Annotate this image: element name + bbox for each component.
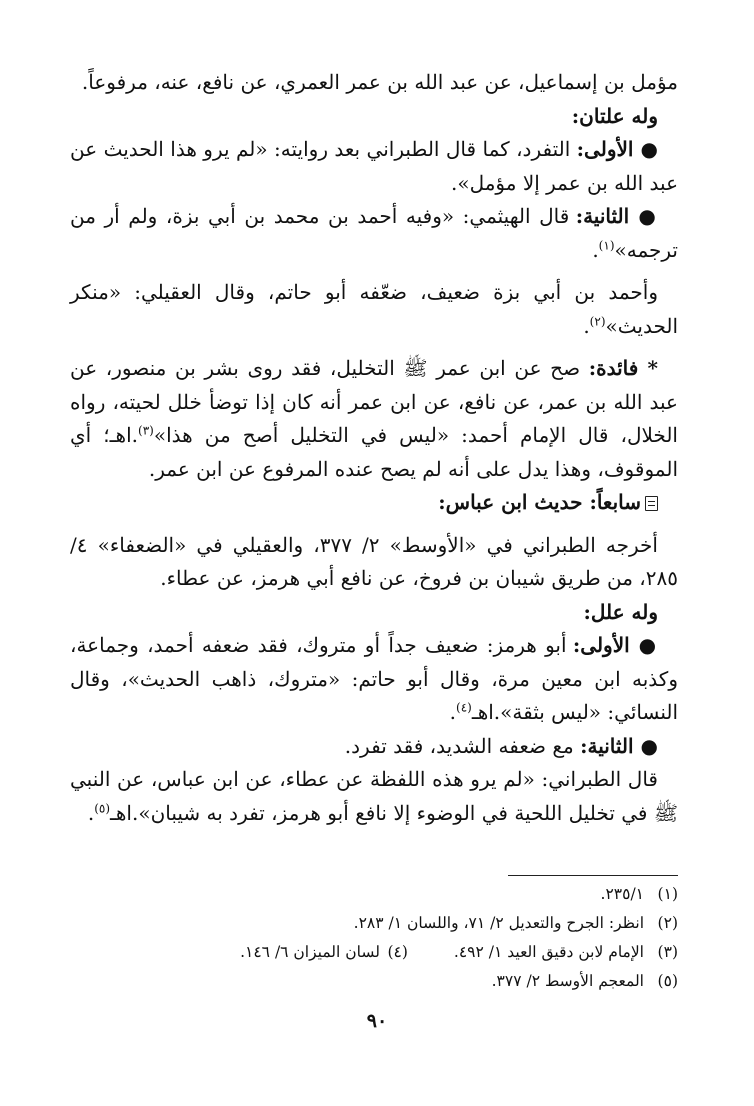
item-label: * فائدة: bbox=[588, 356, 658, 380]
paragraph-tabarani-quote bbox=[70, 763, 678, 830]
paragraph-text: وأحمد بن أبي بزة ضعيف، ضعّفه أبو حاتم، وقال العقيلي: «منكر الحديث» bbox=[70, 280, 678, 338]
paragraph-text: التفرد، كما قال الطبراني بعد روايته: «لم يرو هذا الحديث عن عبد الله بن عمر إلا مؤمل». bbox=[70, 137, 678, 195]
heading-text: سابعاً: حديث ابن عباس: bbox=[438, 490, 641, 514]
book-icon bbox=[645, 496, 658, 511]
footnote-text: الإمام لابن دقيق العيد ١/ ٤٩٢. bbox=[453, 943, 644, 961]
paragraph-takhrij bbox=[70, 529, 678, 596]
paragraph-second-defect bbox=[70, 730, 678, 764]
footnote-text: انظر: الجرح والتعديل ٢/ ٧١، واللسان ١/ ٢٨٣. bbox=[353, 914, 644, 932]
footnote-ref: (٤) bbox=[456, 700, 472, 715]
punctuation: . bbox=[87, 800, 95, 825]
heading-text: وله علل: bbox=[583, 599, 658, 624]
paragraph-first-defect bbox=[70, 133, 678, 200]
footnote-number: (٤) bbox=[387, 943, 408, 961]
punctuation: . bbox=[449, 700, 456, 724]
footnote-5 bbox=[70, 967, 678, 996]
item-label: ● الثانية: bbox=[580, 733, 658, 758]
footnote-2 bbox=[70, 909, 678, 938]
paragraph-heading bbox=[70, 596, 678, 630]
footnote-ref: (٥) bbox=[94, 800, 111, 815]
punctuation: . bbox=[592, 237, 599, 262]
paragraph-text: مع ضعفه الشديد، فقد تفرد. bbox=[344, 733, 581, 758]
paragraph-text: أخرجه الطبراني في «الأوسط» ٢/ ٣٧٧، والعقيلي في «الضعفاء» ٤/ ٢٨٥، من طريق شيبان بن فروخ، عن نافع أبي هرمز، عن عطاء. bbox=[70, 532, 678, 590]
paragraph-second-defect bbox=[70, 200, 678, 267]
footnote-ref: (١) bbox=[598, 237, 615, 252]
footnote-text: ٢٣٥/١. bbox=[600, 885, 644, 903]
paragraph-text: صح عن ابن عمر ﷺ التخليل، فقد روى بشر بن منصور، عن عبد الله بن عمر، عن نافع، عن ابن عمر أنه كان إذا توضأ خلل لحيته، رواه الخلال، قال الإمام أحمد: «ليس في التخليل أصح من هذا» bbox=[70, 356, 678, 447]
page-number: ٩٠ bbox=[366, 1010, 388, 1032]
footnote-text: المعجم الأوسط ٢/ ٣٧٧. bbox=[491, 972, 644, 990]
footnote-text: لسان الميزان ٦/ ١٤٦. bbox=[240, 943, 380, 961]
item-label: ● الأولى: bbox=[572, 633, 658, 657]
footnotes bbox=[70, 880, 678, 996]
heading-text: وله علتان: bbox=[571, 103, 658, 128]
paragraph-text: أبو هرمز: ضعيف جداً أو متروك، فقد ضعفه أحمد، وجماعة، وكذبه ابن معين مرة، وقال أبو حاتم: «متروك، ذاهب الحديث»، وقال النسائي: «ليس بثقة».اهـ bbox=[70, 633, 678, 724]
section-heading bbox=[70, 486, 678, 520]
footnote-number: (٣) bbox=[657, 943, 678, 961]
footnote-3 bbox=[70, 938, 678, 967]
footnote-number: (٢) bbox=[657, 914, 678, 932]
footnote-4 bbox=[240, 943, 408, 961]
punctuation: . bbox=[583, 313, 590, 338]
main-text bbox=[70, 66, 678, 830]
paragraph-heading bbox=[70, 100, 678, 134]
footnote-ref: (٣) bbox=[138, 423, 154, 438]
footnote-number: (١) bbox=[657, 885, 678, 903]
item-label: ● الأولى: bbox=[576, 137, 658, 161]
paragraph-1 bbox=[70, 66, 678, 100]
footnote-1 bbox=[70, 880, 678, 909]
footnote-number: (٥) bbox=[657, 972, 678, 990]
paragraph-benefit bbox=[70, 352, 678, 486]
paragraph-text: مؤمل بن إسماعيل، عن عبد الله بن عمر العمري، عن نافع، عنه، مرفوعاً. bbox=[81, 70, 678, 94]
paragraph-first-defect bbox=[70, 629, 678, 730]
paragraph-text: قال الطبراني: «لم يرو هذه اللفظة عن عطاء، عن ابن عباس، عن النبي ﷺ في تخليل اللحية في الوضوء إلا نافع أبو هرمز، تفرد به شيبان».اهـ bbox=[70, 767, 678, 825]
footnote-divider bbox=[508, 875, 678, 876]
item-label: ● الثانية: bbox=[575, 204, 659, 228]
paragraph-ibn-abi-bazza bbox=[70, 276, 678, 343]
paragraph-text: .اهـ؛ أي الموقوف، وهذا يدل على أنه لم يصح عنده المرفوع عن ابن عمر. bbox=[70, 423, 678, 481]
paragraph-text: قال الهيثمي: «وفيه أحمد بن محمد بن أبي بزة، ولم أر من ترجمه» bbox=[70, 204, 678, 262]
footnote-ref: (٢) bbox=[589, 313, 606, 328]
